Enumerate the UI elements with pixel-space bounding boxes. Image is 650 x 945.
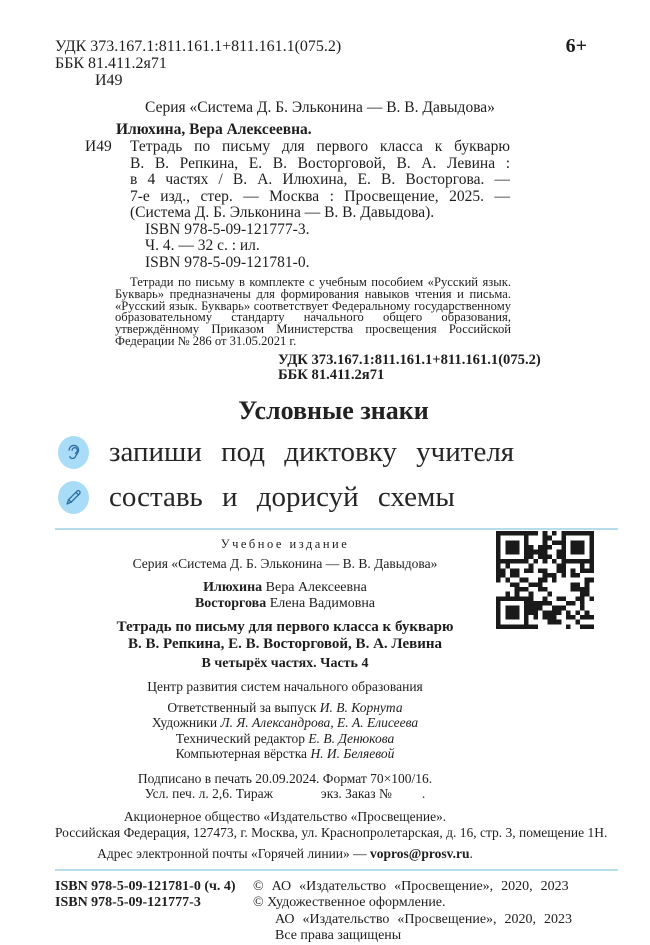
staff-line: [55, 700, 515, 716]
catalog-card: [55, 99, 612, 384]
staff-person: Н. И. Беляевой: [310, 746, 395, 762]
staff-person: Л. Я. Александрова, Е. А. Елисеева: [220, 715, 419, 731]
parts-line: В четырёх частях. Часть 4: [201, 655, 369, 671]
card-description: [85, 138, 510, 271]
center-line: Центр развития систем начального образования: [147, 678, 423, 694]
author-line: [55, 596, 515, 612]
pencil-icon: [58, 481, 89, 514]
imprint-series: Серия «Система Д. Б. Эльконина — В. В. Давыдова»: [132, 556, 438, 572]
divider-bottom: [55, 869, 618, 871]
staff-person: Е. В. Денюкова: [308, 730, 395, 746]
divider-top: [55, 528, 618, 530]
footer-isbn-block: [55, 879, 275, 912]
staff-line: [55, 715, 515, 731]
print-date-line: Подписано в печать 20.09.2024. Формат 70×100/16.: [137, 770, 433, 786]
staff-role: Ответственный за выпуск: [167, 699, 320, 715]
book-title: [55, 619, 515, 653]
bbk-number-bold: ББК 81.411.2я71: [278, 367, 385, 384]
footer-isbn-series: ISBN 978-5-09-121777-3: [55, 895, 201, 911]
legend-title: Условные знаки: [238, 395, 429, 425]
author-surname: Восторгова: [194, 595, 267, 611]
email-address: vopros@prosv.ru: [370, 845, 470, 861]
card-description-line: (Система Д. Б. Эльконина — В. В. Давыдова).: [130, 204, 435, 221]
copyright-line: © Художественное оформление.: [253, 895, 446, 911]
udk-number: УДК 373.167.1:811.161.1+811.161.1(075.2): [55, 38, 342, 55]
print-run-line: Усл. печ. л. 2,6. Тираж экз. Заказ № .: [144, 786, 426, 802]
copyright-line: Все права защищены: [275, 928, 402, 944]
qr-code: [496, 531, 594, 629]
footer-block: [55, 878, 612, 944]
book-title-line: В. В. Репкина, Е. В. Восторговой, В. А. Левина: [127, 635, 443, 652]
legend-item-label: составь и дорисуй схемы: [109, 481, 455, 514]
copyright-block: [253, 879, 615, 945]
ear-icon: [58, 436, 89, 469]
card-description-line: В. В. Репкина, Е. В. Восторговой, В. А. Левина :: [130, 154, 510, 172]
card-author-sign: И49: [85, 138, 112, 155]
author-line: [55, 580, 515, 596]
book-title-line: Тетрадь по письму для первого класса к букварю: [116, 618, 454, 635]
part-pages-line: Ч. 4. — 32 с. : ил.: [145, 237, 260, 254]
copyright-line: © АО «Издательство «Просвещение», 2020, 2023: [253, 878, 569, 894]
publisher-address: Российская Федерация, 127473, г. Москва, ул. Краснопролетарская, д. 16, стр. 3, помещение 1Н.: [55, 824, 608, 840]
age-rating-badge: 6+: [565, 35, 587, 57]
staff-person: И. В. Корнута: [319, 699, 403, 715]
author-name: Елена Вадимовна: [266, 595, 376, 611]
card-description-line: в 4 частях / В. А. Илюхина, Е. В. Восторгова. —: [130, 171, 510, 188]
legend-item-scheme: [58, 480, 612, 516]
isbn-series-line: ISBN 978-5-09-121777-3.: [145, 220, 310, 238]
staff-role: Компьютерная вёрстка: [175, 746, 311, 762]
email-label: Адрес электронной почты «Горячей линии» —: [97, 845, 371, 861]
annotation-text: Тетради по письму в комплекте с учебным пособием «Русский язык. Букварь» предназначены для формирования навыков чтения и письма. «Русский язык. Букварь» соответствует Федеральному государственному образовательному стандарту начального общего образования, утверждённому Приказом Министерства просвещения Российской Федерации № 286 от 31.05.2021 г.: [115, 275, 511, 348]
publisher-line: Акционерное общество «Издательство «Просвещение».: [123, 808, 447, 824]
imprint-authors: [55, 580, 515, 612]
card-series: Серия «Система Д. Б. Эльконина — В. В. Давыдова»: [145, 99, 495, 116]
hotline-email-line: Адрес электронной почты «Горячей линии» — vopros@prosv.ru.: [97, 845, 473, 861]
staff-role: Художники: [151, 715, 221, 731]
card-author-heading: Илюхина, Вера Алексеевна.: [116, 121, 312, 138]
staff-line: [55, 731, 515, 747]
staff-line: [55, 746, 515, 762]
staff-role: Технический редактор: [175, 730, 309, 746]
edition-type: Учебное издание: [220, 536, 350, 551]
imprint-block: [55, 536, 608, 862]
bbk-number: ББК 81.411.2я71: [55, 55, 167, 72]
author-sign: И49: [95, 72, 123, 89]
card-description-line: 7-е изд., стер. — Москва : Просвещение, 2025. —: [130, 187, 510, 205]
isbn-part-line: ISBN 978-5-09-121781-0.: [145, 253, 310, 271]
legend-item-label: запиши под диктовку учителя: [109, 436, 515, 469]
print-info: [55, 771, 515, 802]
author-name: Вера Алексеевна: [262, 579, 367, 595]
classification-bold-block: [278, 353, 612, 384]
legend-section: [55, 396, 612, 516]
copyright-line: АО «Издательство «Просвещение», 2020, 2023: [275, 911, 573, 927]
footer-isbn-part: ISBN 978-5-09-121781-0 (ч. 4): [55, 878, 236, 894]
card-description-line: Тетрадь по письму для первого класса к букварю: [130, 138, 510, 155]
staff-credits: [55, 700, 515, 762]
udk-number-bold: УДК 373.167.1:811.161.1+811.161.1(075.2): [278, 351, 541, 368]
legend-item-dictation: [58, 435, 612, 471]
author-surname: Илюхина: [203, 579, 263, 595]
classification-block: [55, 35, 612, 89]
